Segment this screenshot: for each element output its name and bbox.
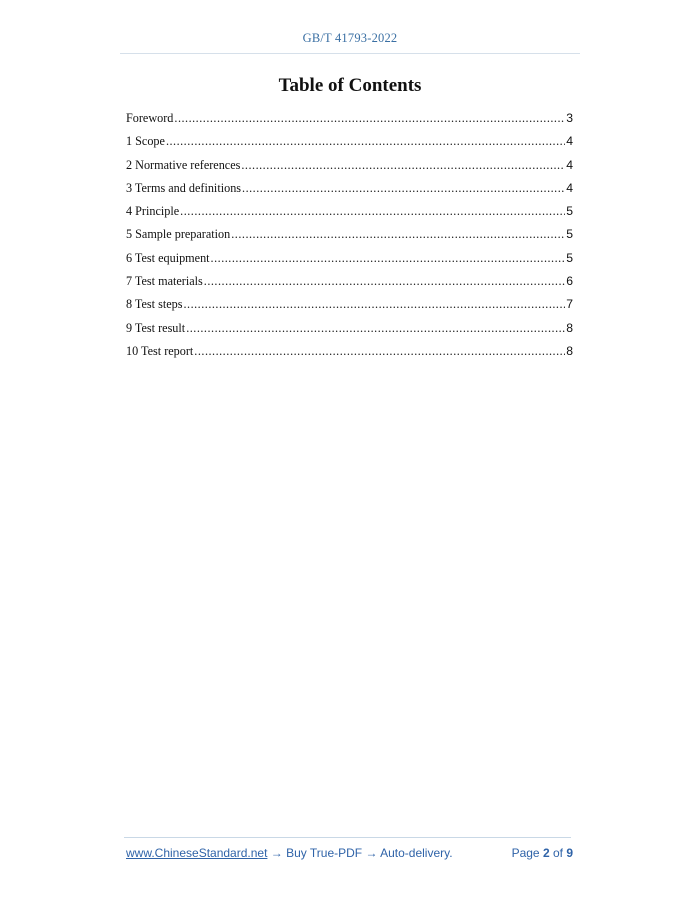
toc-entry-page: 6 [566,274,573,289]
document-code: GB/T 41793-2022 [302,31,398,45]
page-footer [126,846,573,860]
footer-divider [124,837,571,838]
toc-entry[interactable] [126,294,573,317]
toc-entry-page: 5 [566,204,573,219]
toc-entry[interactable] [126,131,573,154]
footer-promo [126,846,453,860]
toc-entry[interactable] [126,248,573,271]
toc-dot-leader [211,248,566,268]
toc-entry-page: 4 [566,134,573,149]
toc-dot-leader [242,178,565,198]
toc-entry-label: 3 Terms and definitions [126,180,242,195]
page-of: of [549,846,567,860]
toc-entry-label: 6 Test equipment [126,250,210,265]
toc-entry-page: 4 [566,180,573,195]
toc-entry-label: 8 Test steps [126,297,183,312]
toc-entry-page: 4 [566,157,573,172]
toc-entry-page: 7 [566,297,573,312]
page-total: 9 [566,846,573,860]
toc-entry-label: 5 Sample preparation [126,227,231,242]
toc-dot-leader [174,108,565,128]
toc-dot-leader [241,155,565,175]
toc-dot-leader [183,294,565,314]
toc-dot-leader [204,271,565,291]
footer-promo-text: → Buy True-PDF → Auto-delivery. [267,846,453,860]
toc-dot-leader [194,341,565,361]
page-prefix: Page [511,846,543,860]
toc-entry-label: 7 Test materials [126,274,203,289]
toc-entry-label: 10 Test report [126,343,194,358]
toc-entry-label: 2 Normative references [126,157,241,172]
toc-title: Table of Contents [278,75,422,96]
page-current: 2 [542,846,550,860]
toc-entry[interactable] [126,178,573,201]
toc-entry-label: 9 Test result [126,320,186,335]
toc-dot-leader [186,318,565,338]
toc-entry-page: 5 [566,250,573,265]
chinesestandard-link[interactable]: www.ChineseStandard.net [126,846,268,860]
toc-entry-label: 4 Principle [126,204,180,219]
toc-entry-page: 8 [566,320,573,335]
toc-list [126,108,573,364]
toc-entry[interactable] [126,271,573,294]
toc-entry-page: 3 [566,111,573,125]
toc-entry-page: 5 [566,227,573,242]
toc-entry-label: 1 Scope [126,134,165,149]
toc-entry[interactable] [126,108,573,131]
toc-entry[interactable] [126,318,573,341]
toc-dot-leader [180,201,565,221]
toc-dot-leader [231,224,565,244]
toc-entry-label: Foreword [126,111,174,125]
toc-entry[interactable] [126,341,573,364]
toc-entry[interactable] [126,155,573,178]
toc-entry[interactable] [126,201,573,224]
header-divider [120,53,580,54]
page-indicator [512,846,573,860]
toc-dot-leader [166,131,565,151]
toc-entry[interactable] [126,224,573,247]
toc-entry-page: 8 [566,343,573,358]
